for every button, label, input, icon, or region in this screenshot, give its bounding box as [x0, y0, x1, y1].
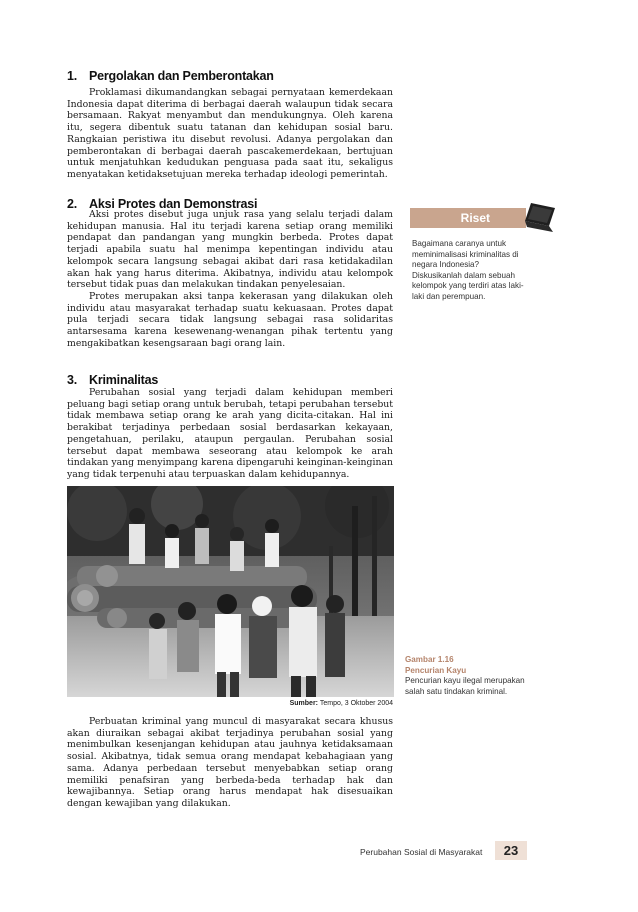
laptop-icon [523, 200, 559, 240]
section-2-number: 2. [67, 197, 78, 211]
section-2-paragraph-2: Protes merupakan aksi tanpa kekerasan yang dilakukan oleh individu atau masyarakat terhadap suatu kekuasaan. Protes dapat pula terjadi secara tidak langsung sebagai rasa solidaritas antarsesama karena kesewenang-wenangan pihak tertentu yang mengakibatkan kesengsaraan bagi orang lain. [67, 290, 393, 349]
section-3-heading [67, 373, 158, 387]
footer-chapter-title: Perubahan Sosial di Masyarakat [360, 847, 483, 857]
photo-source-text: Tempo, 3 Oktober 2004 [319, 700, 393, 707]
section-1-body [67, 87, 393, 181]
section-2-body [67, 209, 393, 349]
closing-body [67, 716, 393, 810]
section-2-paragraph-1: Aksi protes disebut juga unjuk rasa yang selalu terjadi dalam kehidupan manusia. Hal itu terjadi karena setiap orang memiliki pendapat dan pandangan yang mungkin berbeda. Protes dapat terjadi apabila suatu hal menimpa kepentingan individu atau kelompok secara langsung sebagai akibat dari rasa ketidakadilan akan hak yang harus diterima. Akibatnya, individu atau kelompok tersebut tidak puas dan melakukan tindakan penyelesaian. [67, 209, 393, 291]
section-2-title: Aksi Protes dan Demonstrasi [89, 197, 258, 211]
figure-caption [405, 655, 533, 697]
figure-text: Pencurian kayu ilegal merupakan salah satu tindakan kriminal. [405, 676, 525, 696]
page-number: 23 [495, 841, 527, 860]
illegal-logging-photo [67, 486, 394, 697]
riset-text: Bagaimana caranya untuk meminimalisasi kriminalitas di negara Indonesia? Diskusikanlah dalam sebuah kelompok yang terdiri atas laki-laki dan perempuan. [412, 239, 524, 301]
section-3-title: Kriminalitas [89, 373, 159, 387]
riset-title: Riset [410, 208, 526, 228]
section-1-number: 1. [67, 69, 78, 83]
section-3-number: 3. [67, 373, 78, 387]
section-1-heading [67, 69, 274, 83]
section-3-body [67, 387, 393, 481]
section-1-paragraph-1: Proklamasi dikumandangkan sebagai pernyataan kemerdekaan Indonesia dapat diterima di berbagai daerah walaupun tidak secara bersamaan. Rakyat menyambut dan mendukungnya. Oleh karena itu, segera dibentuk suatu tatanan dan kehidupan sosial baru. Rangkaian peristiwa itu disebut revolusi. Adanya pergolakan dan pemberontakan di berbagai daerah pascakemerdekaan, bertujuan untuk menjatuhkan kedudukan penguasa pada saat itu, sekaligus menyatakan ketidaksetujuan mereka terhadap ideologi pemerintah. [67, 87, 393, 180]
photo-source [67, 700, 393, 707]
closing-paragraph: Perbuatan kriminal yang muncul di masyarakat secara khusus akan diuraikan sebagai akibat terjadinya perubahan sosial yang menimbulkan kesenjangan kehidupan atau jauhnya ketidaksamaan sosial. Akibatnya, tidak semua orang mendapat kebahagiaan yang sama. Adanya perbedaan tersebut menyebabkan setiap orang memiliki penafsiran yang berbeda-beda terhadap hak dan kewajibannya. Setiap orang harus mendapat hak disesuaikan dengan kewajiban yang dilakukan. [67, 716, 393, 809]
riset-box [410, 208, 526, 303]
section-1-title: Pergolakan dan Pemberontakan [89, 69, 274, 83]
figure-label: Gambar 1.16 [405, 655, 454, 664]
photo-source-label: Sumber: [289, 700, 319, 707]
figure-title: Pencurian Kayu [405, 665, 467, 675]
section-3-paragraph-1: Perubahan sosial yang terjadi dalam kehidupan memberi peluang bagi setiap orang untuk berubah, tetapi perubahan tersebut tidak membawa setiap orang ke arah yang dicita-citakan. Hal ini berakibat terjadinya perbedaan sosial berdasarkan kekayaan, pengetahuan, perilaku, ataupun pergaulan. Perubahan sosial tersebut dapat membawa seseorang atau kelompok ke arah tindakan yang menyimpang karena dipengaruhi keinginan-keinginan yang tidak terpenuhi atau terpuaskan dalam kehidupannya. [67, 387, 393, 480]
